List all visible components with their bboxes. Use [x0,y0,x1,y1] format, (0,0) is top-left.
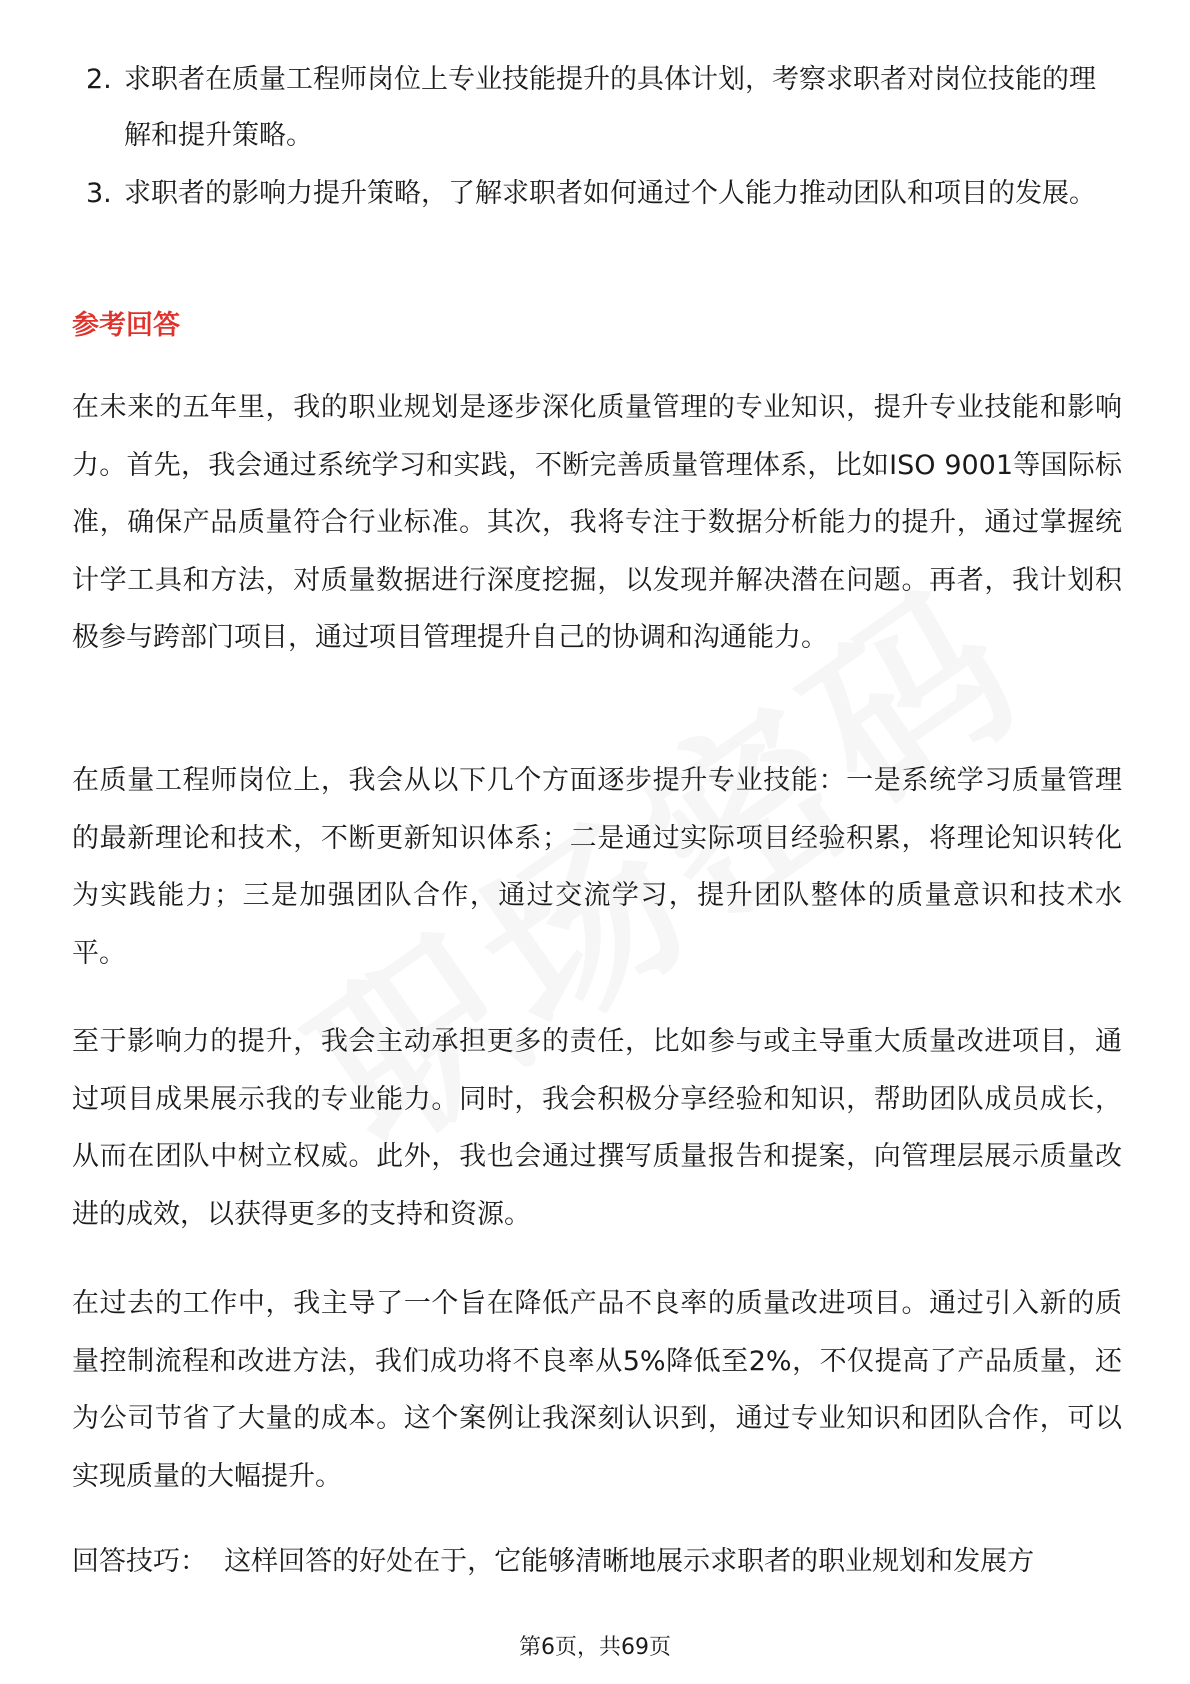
page-footer: 第6页，共69页 [519,1635,671,1660]
list-item [72,52,1122,164]
answer-paragraph: 在质量工程师岗位上，我会从以下几个方面逐步提升专业技能：一是系统学习质量管理的最新理论和技术，不断更新知识体系；二是通过实际项目经验积累，将理论知识转化为实践能力；三是加强团队合作，通过交流学习，提升团队整体的质量意识和技术水平。 [72,765,1122,969]
question-list [72,52,1122,224]
tip-text: 这样回答的好处在于，它能够清晰地展示求职者的职业规划和发展方 [224,1546,1035,1577]
list-item [72,166,1122,222]
answer-tip [72,1534,1122,1590]
list-item-number: 2. [86,64,112,95]
answer-paragraph: 在过去的工作中，我主导了一个旨在降低产品不良率的质量改进项目。通过引入新的质量控制流程和改进方法，我们成功将不良率从5%降低至2%，不仅提高了产品质量，还为公司节省了大量的成本。这个案例让我深刻认识到，通过专业知识和团队合作，可以实现质量的大幅提升。 [72,1288,1122,1492]
tip-label: 回答技巧： [72,1546,207,1577]
list-item-text: 求职者在质量工程师岗位上专业技能提升的具体计划，考察求职者对岗位技能的理解和提升策略。 [124,64,1096,151]
section-heading: 参考回答 [72,310,180,341]
answer-paragraph: 至于影响力的提升，我会主动承担更多的责任，比如参与或主导重大质量改进项目，通过项目成果展示我的专业能力。同时，我会积极分享经验和知识，帮助团队成员成长，从而在团队中树立权威。此外，我也会通过撰写质量报告和提案，向管理层展示质量改进的成效，以获得更多的支持和资源。 [72,1026,1122,1230]
list-item-number: 3. [86,178,112,209]
list-item-text: 求职者的影响力提升策略，了解求职者如何通过个人能力推动团队和项目的发展。 [124,178,1096,209]
answer-paragraph: 在未来的五年里，我的职业规划是逐步深化质量管理的专业知识，提升专业技能和影响力。首先，我会通过系统学习和实践，不断完善质量管理体系，比如ISO 9001等国际标准，确保产品质量符合行业标准。其次，我将专注于数据分析能力的提升，通过掌握统计学工具和方法，对质量数据进行深度挖掘，以发现并解决潜在问题。再者，我计划积极参与跨部门项目，通过项目管理提升自己的协调和沟通能力。 [72,392,1122,653]
